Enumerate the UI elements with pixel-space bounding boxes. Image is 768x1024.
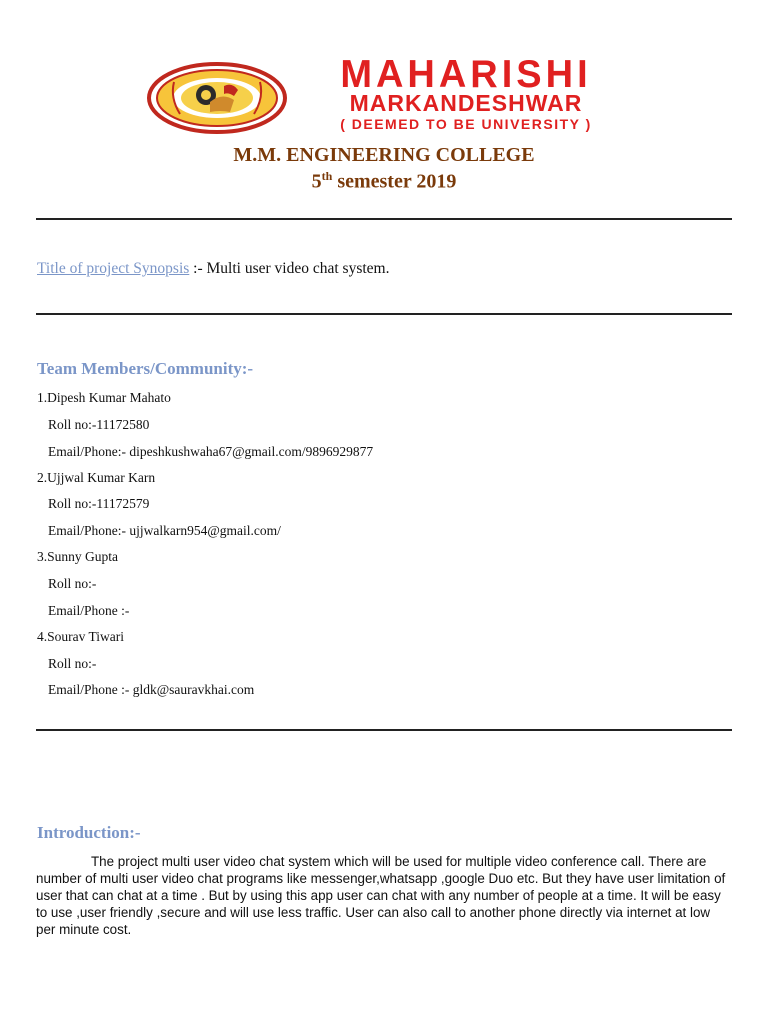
university-emblem-icon — [146, 62, 288, 134]
semester-suffix: th — [321, 169, 333, 183]
member-name: 2.Ujjwal Kumar Karn — [37, 470, 156, 485]
logo-text-deemed-university: ( DEEMED TO BE UNIVERSITY ) — [340, 116, 592, 132]
divider — [36, 729, 732, 731]
member-roll: Roll no:- — [48, 656, 97, 671]
college-name: M.M. ENGINEERING COLLEGE — [233, 144, 535, 166]
logo-text-maharishi: MAHARISHI — [340, 53, 592, 97]
member-roll: Roll no:- — [48, 576, 97, 591]
university-logo — [146, 53, 640, 138]
project-title-value: Multi user video chat system. — [206, 260, 390, 277]
member-contact: Email/Phone:- ujjwalkarn954@gmail.com/ — [48, 523, 281, 538]
project-title-line — [37, 260, 389, 278]
member-name: 4.Sourav Tiwari — [37, 629, 125, 644]
member-name: 3.Sunny Gupta — [37, 549, 118, 564]
member-roll: Roll no:-11172580 — [48, 417, 150, 432]
member-contact: Email/Phone :- gldk@sauravkhai.com — [48, 682, 255, 697]
member-name: 1.Dipesh Kumar Mahato — [37, 390, 171, 405]
semester-number: 5 — [311, 170, 322, 193]
introduction-heading: Introduction:- — [37, 823, 141, 842]
member-contact: Email/Phone :- — [48, 603, 130, 618]
semester-heading — [0, 169, 768, 194]
project-title-label: Title of project Synopsis — [37, 260, 190, 277]
member-contact: Email/Phone:- dipeshkushwaha67@gmail.com/9896929877 — [48, 444, 374, 459]
project-title-separator: :- — [189, 260, 207, 277]
team-heading: Team Members/Community:- — [37, 359, 254, 378]
introduction-body: The project multi user video chat system which will be used for multiple video conference call. There are number of multi user video chat programs like messenger,whatsapp ,google Duo etc. But they have user limitation of user that can chat at a time . But by using this app user can chat with any number of people at a time. It will be easy to use ,user friendly ,secure and will use less traffic. User can also call to another phone directly via internet at low per minute cost. — [36, 854, 726, 937]
member-roll: Roll no:-11172579 — [48, 496, 150, 511]
semester-year: semester 2019 — [332, 170, 457, 193]
divider — [36, 218, 732, 220]
logo-text-markandeshwar: MARKANDESHWAR — [349, 90, 583, 116]
divider — [36, 313, 732, 315]
